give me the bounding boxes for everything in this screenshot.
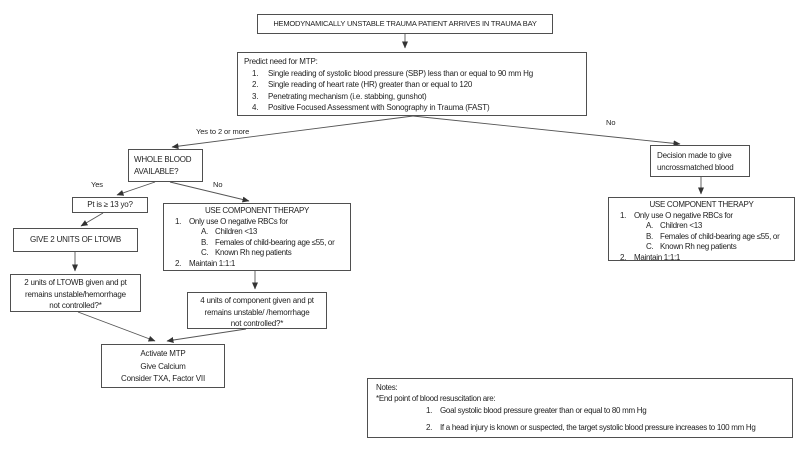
ltowb-result-line: remains unstable/hemorrhage	[25, 289, 126, 299]
component-subitem: B. Females of child-bearing age ≤55, or	[646, 231, 780, 241]
component-item: 1. Only use O negative RBCs for	[620, 210, 733, 220]
whole-blood-available-box: WHOLE BLOOD AVAILABLE?	[128, 149, 203, 182]
component-subitem: C. Known Rh neg patients	[201, 248, 292, 258]
arrow-predict-to-decision	[413, 116, 680, 144]
arrow-pt-to-give	[81, 213, 103, 226]
arrow-whole-blood-to-pt	[117, 182, 155, 195]
arrow-four-units-to-activate	[167, 329, 246, 341]
predict-item: 4. Positive Focused Assessment with Sonography in Trauma (FAST)	[252, 103, 490, 112]
component-item: 2. Maintain 1:1:1	[620, 252, 681, 262]
activate-line: Give Calcium	[140, 361, 186, 371]
ltowb-result-line: not controlled?*	[49, 301, 102, 310]
activate-mtp-box	[101, 344, 225, 388]
predict-item: 3. Penetrating mechanism (i.e. stabbing, gunshot)	[252, 91, 427, 101]
branch-label-no-top: No	[606, 118, 616, 127]
predict-item: 2. Single reading of heart rate (HR) greater than or equal to 120	[252, 80, 473, 89]
notes-heading: Notes:	[376, 383, 398, 392]
component-item: 2. Maintain 1:1:1	[175, 258, 236, 268]
uncrossmatched-blood-decision-box: Decision made to give uncrossmatched blood	[650, 145, 750, 177]
arrow-whole-blood-to-component	[170, 182, 249, 201]
component-therapy-heading: USE COMPONENT THERAPY	[649, 200, 754, 209]
component-therapy-box-right	[608, 197, 795, 261]
activate-line: Consider TXA, Factor VII	[121, 374, 205, 383]
four-units-line: not controlled?*	[230, 319, 284, 328]
notes-item: 1. Goal systolic blood pressure greater than or equal to 80 mm Hg	[426, 406, 647, 415]
predict-mtp-box	[237, 52, 587, 116]
component-therapy-heading: USE COMPONENT THERAPY	[204, 206, 310, 215]
component-item: 1. Only use O negative RBCs for	[175, 216, 288, 226]
notes-item: 2. If a head injury is known or suspected, the target systolic blood pressure increases to 100 mm Hg	[426, 422, 756, 432]
component-subitem: A. Children <13	[646, 221, 702, 231]
component-subitem: A. Children <13	[201, 227, 257, 237]
branch-label-yes-whole-blood: Yes	[91, 180, 103, 189]
title-box: HEMODYNAMICALLY UNSTABLE TRAUMA PATIENT ARRIVES IN TRAUMA BAY	[257, 14, 553, 34]
notes-subheading: *End point of blood resuscitation are:	[376, 393, 496, 403]
branch-label-yes-to-2-or-more: Yes to 2 or more	[196, 127, 250, 136]
predict-heading: Predict need for MTP:	[244, 57, 318, 66]
four-units-result-box	[187, 292, 327, 329]
branch-label-no-whole-blood: No	[213, 180, 223, 189]
ltowb-result-box	[10, 274, 141, 312]
give-ltowb-box: GIVE 2 UNITS OF LTOWB	[13, 228, 138, 252]
component-subitem: B. Females of child-bearing age ≤55, or	[201, 237, 335, 247]
four-units-line: 4 units of component given and pt	[200, 296, 314, 305]
component-therapy-box-middle	[163, 203, 351, 271]
predict-item: 1. Single reading of systolic blood pressure (SBP) less than or equal to 90 mm Hg	[252, 68, 533, 78]
four-units-line: remains unstable/ /hemorrhage	[204, 307, 310, 317]
activate-line: Activate MTP	[140, 349, 186, 358]
patient-age-box: Pt is ≥ 13 yo?	[72, 197, 148, 213]
arrow-result-to-activate	[78, 312, 155, 341]
ltowb-result-line: 2 units of LTOWB given and pt	[24, 278, 127, 287]
notes-box	[367, 378, 793, 438]
component-subitem: C. Known Rh neg patients	[646, 242, 737, 252]
